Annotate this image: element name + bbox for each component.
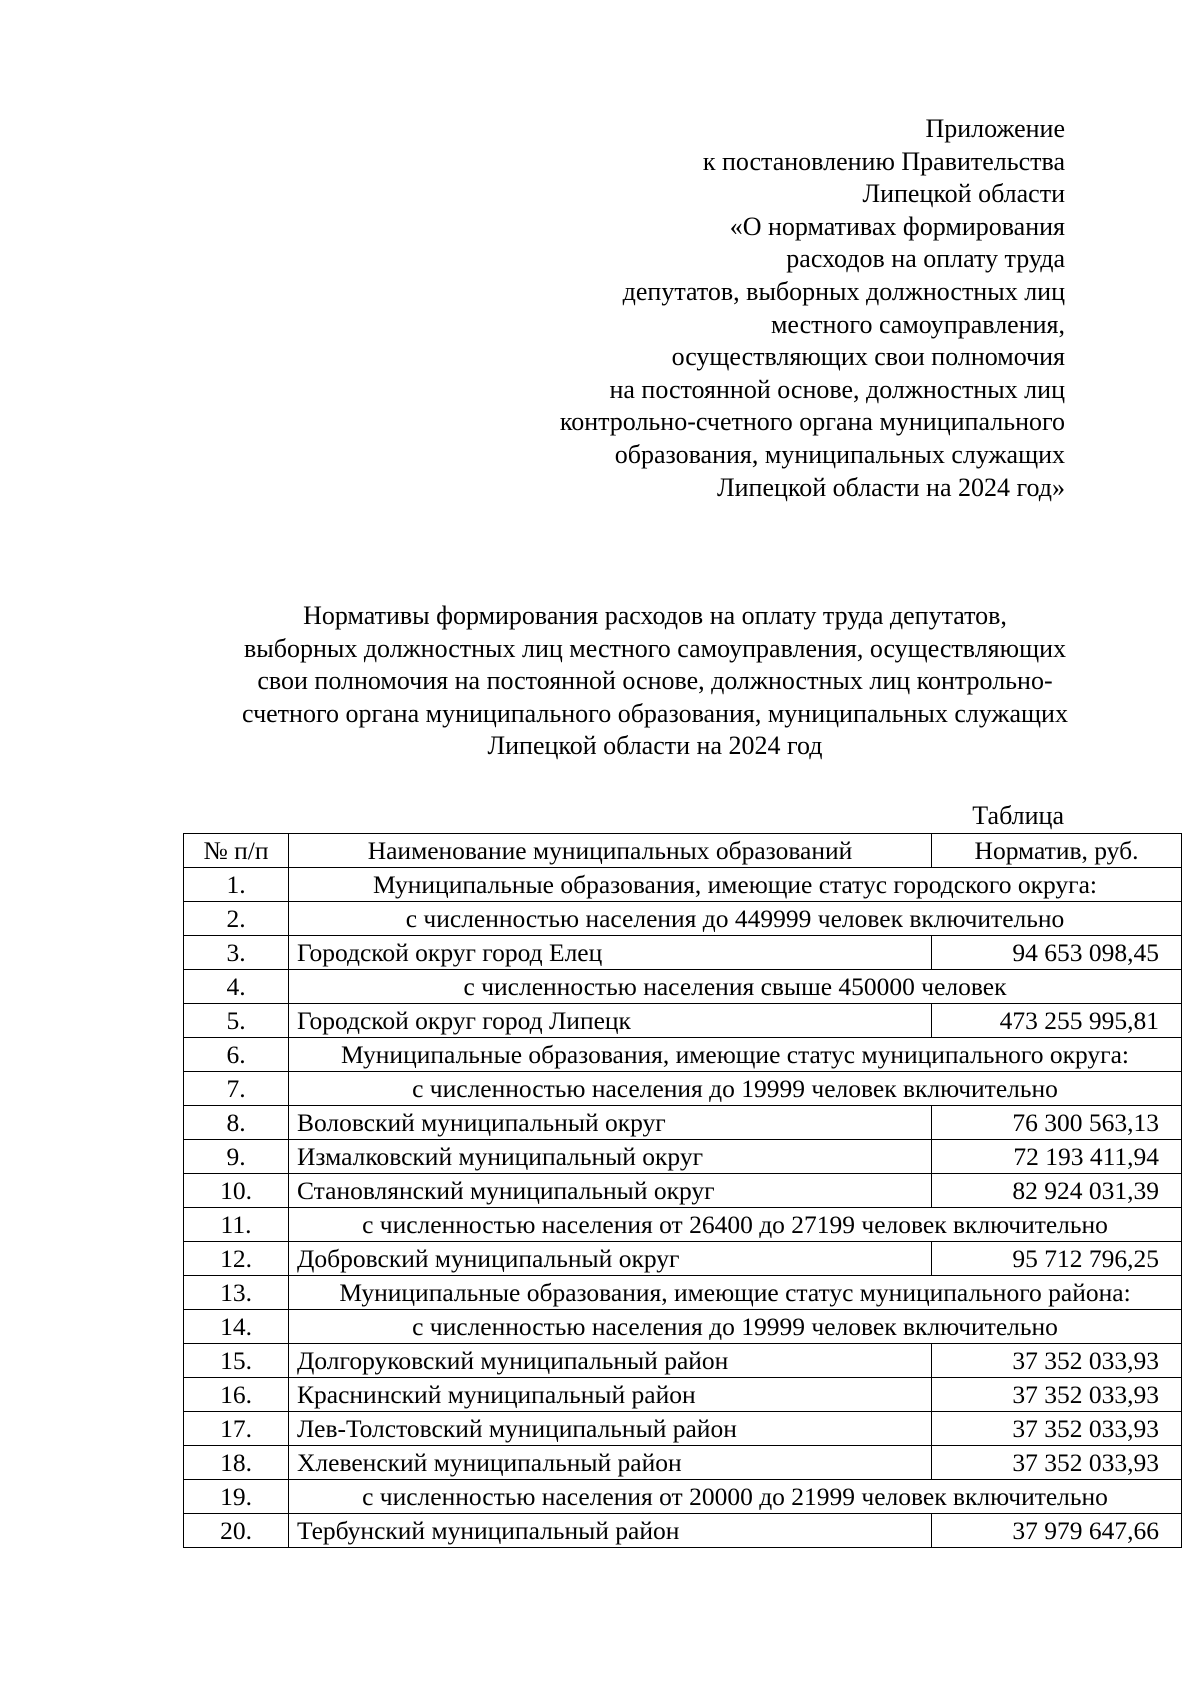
row-number: 12. [184,1242,289,1276]
table-header-row [184,834,1182,868]
row-number: 9. [184,1140,289,1174]
appendix-line: расходов на оплату труда [786,244,1065,274]
row-number: 19. [184,1480,289,1514]
section-text: с численностью населения до 19999 человек включительно [289,1310,1182,1344]
section-row [184,1072,1182,1106]
table-row [184,1344,1182,1378]
appendix-line: Липецкой области [862,179,1065,209]
header-value: Норматив, руб. [932,834,1182,868]
section-text: Муниципальные образования, имеющие статус муниципального округа: [289,1038,1182,1072]
municipality-name: Измалковский муниципальный округ [289,1140,932,1174]
section-row [184,1480,1182,1514]
row-number: 18. [184,1446,289,1480]
row-number: 4. [184,970,289,1004]
table-row [184,1514,1182,1548]
appendix-block [560,113,1065,504]
municipality-name: Городской округ город Липецк [289,1004,932,1038]
row-number: 20. [184,1514,289,1548]
row-number: 14. [184,1310,289,1344]
row-number: 10. [184,1174,289,1208]
appendix-line: образования, муниципальных служащих [614,439,1065,469]
municipality-name: Лев-Толстовский муниципальный район [289,1412,932,1446]
title-line: Нормативы формирования расходов на оплату труда депутатов, [303,601,1007,630]
municipality-name: Краснинский муниципальный район [289,1378,932,1412]
row-number: 13. [184,1276,289,1310]
row-number: 6. [184,1038,289,1072]
municipality-name: Воловский муниципальный округ [289,1106,932,1140]
section-text: с численностью населения до 19999 человек включительно [289,1072,1182,1106]
table-caption: Таблица [972,801,1064,830]
title-line: счетного органа муниципального образования, муниципальных служащих [242,698,1068,728]
title-line: Липецкой области на 2024 год [487,731,823,760]
table-row [184,1174,1182,1208]
section-row [184,970,1182,1004]
row-number: 15. [184,1344,289,1378]
row-number: 1. [184,868,289,902]
section-text: Муниципальные образования, имеющие статус муниципального района: [289,1276,1182,1310]
norm-value: 82 924 031,39 [932,1174,1182,1208]
norm-value: 37 979 647,66 [932,1514,1182,1548]
row-number: 5. [184,1004,289,1038]
section-row [184,1310,1182,1344]
section-row [184,902,1182,936]
table-row [184,1106,1182,1140]
municipality-name: Становлянский муниципальный округ [289,1174,932,1208]
norm-value: 37 352 033,93 [932,1378,1182,1412]
section-text: с численностью населения от 26400 до 27199 человек включительно [289,1208,1182,1242]
norm-value: 37 352 033,93 [932,1446,1182,1480]
section-row [184,868,1182,902]
norm-value: 95 712 796,25 [932,1242,1182,1276]
municipality-name: Хлевенский муниципальный район [289,1446,932,1480]
table-row [184,1446,1182,1480]
table-row [184,1242,1182,1276]
document-title [170,600,1140,763]
appendix-line: Липецкой области на 2024 год» [716,472,1065,502]
norm-value: 72 193 411,94 [932,1140,1182,1174]
municipality-name: Тербунский муниципальный район [289,1514,932,1548]
title-line: выборных должностных лиц местного самоуправления, осуществляющих [243,633,1067,663]
row-number: 8. [184,1106,289,1140]
table-row [184,936,1182,970]
table-row [184,1412,1182,1446]
row-number: 2. [184,902,289,936]
header-number: № п/п [184,834,289,868]
title-line: свои полномочия на постоянной основе, должностных лиц контрольно- [257,666,1053,695]
section-text: с численностью населения от 20000 до 21999 человек включительно [289,1480,1182,1514]
appendix-line: на постоянной основе, должностных лиц [609,374,1065,404]
norm-value: 37 352 033,93 [932,1344,1182,1378]
row-number: 7. [184,1072,289,1106]
row-number: 11. [184,1208,289,1242]
section-row [184,1208,1182,1242]
norms-table [183,833,1182,1548]
section-text: Муниципальные образования, имеющие статус городского округа: [289,868,1182,902]
norm-value: 37 352 033,93 [932,1412,1182,1446]
table-row [184,1378,1182,1412]
row-number: 17. [184,1412,289,1446]
header-name: Наименование муниципальных образований [289,834,932,868]
section-text: с численностью населения до 449999 человек включительно [289,902,1182,936]
appendix-line: Приложение [925,114,1065,143]
table-row [184,1140,1182,1174]
appendix-line: осуществляющих свои полномочия [671,342,1065,372]
norm-value: 94 653 098,45 [932,936,1182,970]
section-row [184,1276,1182,1310]
appendix-line: «О нормативах формирования [729,211,1065,241]
municipality-name: Долгоруковский муниципальный район [289,1344,932,1378]
appendix-line: местного самоуправления, [770,309,1065,339]
appendix-line: депутатов, выборных должностных лиц [622,276,1065,306]
appendix-line: контрольно-счетного органа муниципального [559,407,1065,437]
municipality-name: Городской округ город Елец [289,936,932,970]
row-number: 16. [184,1378,289,1412]
section-row [184,1038,1182,1072]
norm-value: 473 255 995,81 [932,1004,1182,1038]
row-number: 3. [184,936,289,970]
municipality-name: Добровский муниципальный округ [289,1242,932,1276]
table-row [184,1004,1182,1038]
appendix-line: к постановлению Правительства [702,146,1065,176]
norm-value: 76 300 563,13 [932,1106,1182,1140]
section-text: с численностью населения свыше 450000 человек [289,970,1182,1004]
